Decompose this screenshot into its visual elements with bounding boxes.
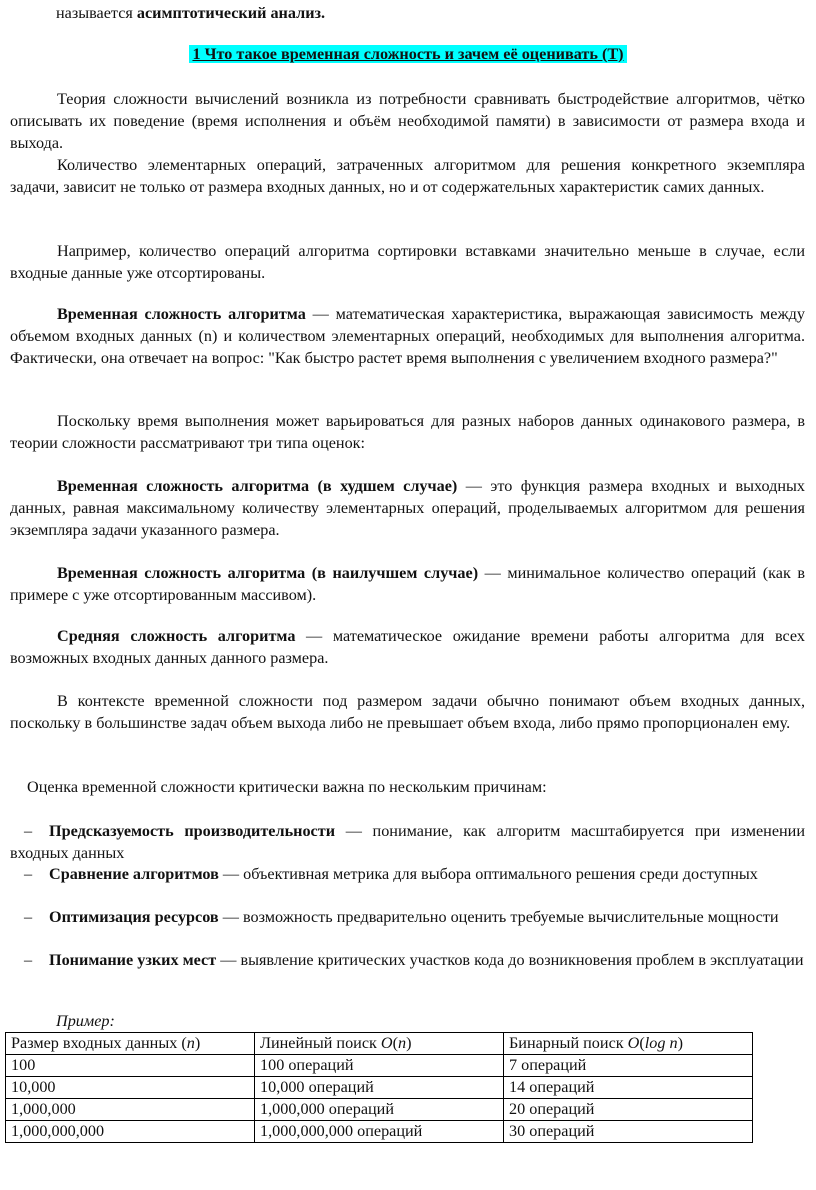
table-cell: 14 операций xyxy=(504,1077,753,1099)
list-item-text: — объективная метрика для выбора оптимального решения среди доступных xyxy=(218,865,758,883)
intro-prefix: называется xyxy=(56,4,137,22)
table-row xyxy=(6,1099,753,1121)
table-cell: 10,000 операций xyxy=(255,1077,504,1099)
table-cell: 10,000 xyxy=(6,1077,255,1099)
table-row xyxy=(6,1077,753,1099)
list-item-term: Понимание узких мест xyxy=(49,951,217,969)
table-cell: 30 операций xyxy=(504,1121,753,1143)
complexity-table xyxy=(5,1032,753,1143)
paragraph-9: В контексте временной сложности под размером задачи обычно понимают объем входных данных, поскольку в большинстве задач объем выхода либо не превышает объем входа, либо прямо пропорционален ему. xyxy=(10,692,805,732)
term-worst-case: Временная сложность алгоритма (в худшем случае) xyxy=(57,477,458,495)
paragraph-6 xyxy=(10,475,805,541)
paragraph-2: Количество элементарных операций, затраченных алгоритмом для решения конкретного экземпляра задачи, зависит не только от размера входных данных, но и от содержательных характеристик самих данных. xyxy=(10,156,805,196)
list-dash: – xyxy=(24,951,33,969)
paragraph-1: Теория сложности вычислений возникла из потребности сравнивать быстродействие алгоритмов, чётко описывать их поведение (время исполнения и объём необходимой памяти) в зависимости от размера входа и выхода. xyxy=(10,90,805,152)
list-item-term: Сравнение алгоритмов xyxy=(49,865,219,883)
paragraph-7 xyxy=(10,562,805,606)
list-item xyxy=(10,820,805,864)
paragraph-7-text: — минимальное количество операций (как в примере с уже отсортированным массивом). xyxy=(10,564,805,604)
table-header-cell: Линейный поиск O(n) xyxy=(255,1033,504,1055)
list-item xyxy=(10,863,805,885)
list-item-text: — возможность предварительно оценить требуемые вычислительные мощности xyxy=(218,908,779,926)
list-item-text: — понимание, как алгоритм масштабируется при изменении входных данных xyxy=(10,822,805,862)
table-cell: 1,000,000 xyxy=(6,1099,255,1121)
table-header-cell: Размер входных данных (n) xyxy=(6,1033,255,1055)
table-header-cell: Бинарный поиск O(log n) xyxy=(504,1033,753,1055)
table-cell: 100 операций xyxy=(255,1055,504,1077)
term-average-case: Средняя сложность алгоритма xyxy=(57,627,296,645)
term-time-complexity: Временная сложность алгоритма xyxy=(57,305,306,323)
table-row xyxy=(6,1055,753,1077)
section-heading xyxy=(0,43,816,65)
list-dash: – xyxy=(24,822,33,840)
paragraph-8-text: — математическое ожидание времени работы алгоритма для всех возможных входных данных данного размера. xyxy=(10,627,805,667)
section-heading-text: 1 Что такое временная сложность и зачем её оценивать (Т) xyxy=(189,45,626,63)
list-dash: – xyxy=(24,908,33,926)
table-cell: 7 операций xyxy=(504,1055,753,1077)
paragraph-5: Поскольку время выполнения может варьироваться для разных наборов данных одинакового размера, в теории сложности рассматривают три типа оценок: xyxy=(10,412,805,452)
paragraph-4-text: — математическая характеристика, выражающая зависимость между объемом входных данных (n) и количеством элементарных операций, необходимых для выполнения алгоритма. Фактически, она отвечает на вопрос: "Как быстро растет время выполнения с увеличением входного размера?" xyxy=(10,305,805,367)
intro-line xyxy=(56,2,806,24)
example-label: Пример: xyxy=(56,1012,115,1030)
table-cell: 20 операций xyxy=(504,1099,753,1121)
intro-term: асимптотический анализ. xyxy=(136,4,326,22)
term-best-case: Временная сложность алгоритма (в наилучшем случае) xyxy=(57,564,479,582)
list-item-term: Оптимизация ресурсов xyxy=(49,908,219,926)
list-item-term: Предсказуемость производительности xyxy=(49,822,336,840)
paragraph-6-text: — это функция размера входных и выходных данных, равная максимальному количеству элементарных операций, проделываемых алгоритмом для решения экземпляра задачи указанного размера. xyxy=(10,477,805,539)
list-item-text: — выявление критических участков кода до возникновения проблем в эксплуатации xyxy=(216,951,804,969)
table-cell: 100 xyxy=(6,1055,255,1077)
table-cell: 1,000,000 операций xyxy=(255,1099,504,1121)
paragraph-3: Например, количество операций алгоритма сортировки вставками значительно меньше в случае, если входные данные уже отсортированы. xyxy=(10,242,805,282)
table-cell: 1,000,000,000 xyxy=(6,1121,255,1143)
paragraph-4 xyxy=(10,303,805,369)
table-row xyxy=(6,1121,753,1143)
paragraph-8 xyxy=(10,625,805,669)
table-header-row xyxy=(6,1033,753,1055)
list-item xyxy=(10,949,805,971)
paragraph-10: Оценка временной сложности критически важна по нескольким причинам: xyxy=(27,778,547,796)
table-cell: 1,000,000,000 операций xyxy=(255,1121,504,1143)
list-item xyxy=(10,906,805,928)
list-dash: – xyxy=(24,865,33,883)
